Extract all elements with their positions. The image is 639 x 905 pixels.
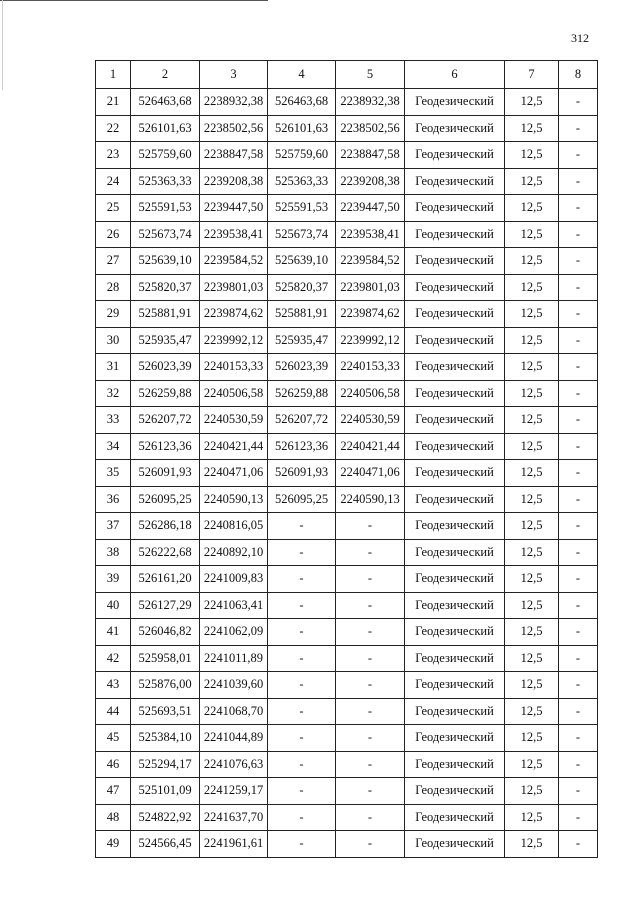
y-coord-alt-cell: - <box>336 619 405 646</box>
note-cell: - <box>559 327 598 354</box>
table-row <box>96 168 598 195</box>
x-coord-cell: 526046,82 <box>131 619 200 646</box>
accuracy-cell: 12,5 <box>505 804 559 831</box>
accuracy-cell: 12,5 <box>505 327 559 354</box>
point-number-cell: 27 <box>96 248 131 275</box>
x-coord-cell: 525693,51 <box>131 698 200 725</box>
note-cell: - <box>559 566 598 593</box>
method-cell: Геодезический <box>405 248 505 275</box>
y-coord-cell: 2241039,60 <box>200 672 268 699</box>
table-row <box>96 513 598 540</box>
y-coord-alt-cell: 2240530,59 <box>336 407 405 434</box>
point-number-cell: 38 <box>96 539 131 566</box>
table-row <box>96 672 598 699</box>
y-coord-cell: 2239801,03 <box>200 274 268 301</box>
y-coord-cell: 2241062,09 <box>200 619 268 646</box>
note-cell: - <box>559 698 598 725</box>
table-row <box>96 566 598 593</box>
point-number-cell: 41 <box>96 619 131 646</box>
x-coord-cell: 525876,00 <box>131 672 200 699</box>
y-coord-alt-cell: - <box>336 804 405 831</box>
accuracy-cell: 12,5 <box>505 486 559 513</box>
accuracy-cell: 12,5 <box>505 142 559 169</box>
x-coord-cell: 526463,68 <box>131 89 200 116</box>
method-cell: Геодезический <box>405 566 505 593</box>
accuracy-cell: 12,5 <box>505 672 559 699</box>
y-coord-alt-cell: - <box>336 831 405 858</box>
y-coord-alt-cell: 2239538,41 <box>336 221 405 248</box>
y-coord-alt-cell: 2239584,52 <box>336 248 405 275</box>
accuracy-cell: 12,5 <box>505 592 559 619</box>
table-row <box>96 221 598 248</box>
y-coord-alt-cell: - <box>336 725 405 752</box>
x-coord-alt-cell: 525673,74 <box>268 221 336 248</box>
x-coord-alt-cell: - <box>268 778 336 805</box>
x-coord-alt-cell: - <box>268 831 336 858</box>
note-cell: - <box>559 592 598 619</box>
method-cell: Геодезический <box>405 619 505 646</box>
x-coord-cell: 525639,10 <box>131 248 200 275</box>
y-coord-cell: 2240506,58 <box>200 380 268 407</box>
point-number-cell: 32 <box>96 380 131 407</box>
note-cell: - <box>559 513 598 540</box>
method-cell: Геодезический <box>405 221 505 248</box>
point-number-cell: 42 <box>96 645 131 672</box>
y-coord-cell: 2241063,41 <box>200 592 268 619</box>
top-rule <box>0 0 268 1</box>
x-coord-cell: 525881,91 <box>131 301 200 328</box>
x-coord-cell: 526207,72 <box>131 407 200 434</box>
note-cell: - <box>559 539 598 566</box>
method-cell: Геодезический <box>405 486 505 513</box>
note-cell: - <box>559 804 598 831</box>
note-cell: - <box>559 460 598 487</box>
method-cell: Геодезический <box>405 142 505 169</box>
point-number-cell: 30 <box>96 327 131 354</box>
note-cell: - <box>559 751 598 778</box>
method-cell: Геодезический <box>405 115 505 142</box>
x-coord-cell: 525958,01 <box>131 645 200 672</box>
x-coord-cell: 525101,09 <box>131 778 200 805</box>
method-cell: Геодезический <box>405 725 505 752</box>
y-coord-alt-cell: 2238847,58 <box>336 142 405 169</box>
x-coord-alt-cell: - <box>268 592 336 619</box>
point-number-cell: 35 <box>96 460 131 487</box>
table-row <box>96 460 598 487</box>
point-number-cell: 36 <box>96 486 131 513</box>
y-coord-cell: 2238502,56 <box>200 115 268 142</box>
point-number-cell: 31 <box>96 354 131 381</box>
y-coord-cell: 2239538,41 <box>200 221 268 248</box>
x-coord-alt-cell: 526101,63 <box>268 115 336 142</box>
x-coord-cell: 524822,92 <box>131 804 200 831</box>
y-coord-alt-cell: 2240421,44 <box>336 433 405 460</box>
method-cell: Геодезический <box>405 89 505 116</box>
accuracy-cell: 12,5 <box>505 778 559 805</box>
point-number-cell: 26 <box>96 221 131 248</box>
method-cell: Геодезический <box>405 433 505 460</box>
method-cell: Геодезический <box>405 804 505 831</box>
x-coord-alt-cell: 526207,72 <box>268 407 336 434</box>
y-coord-cell: 2241961,61 <box>200 831 268 858</box>
x-coord-cell: 526123,36 <box>131 433 200 460</box>
y-coord-alt-cell: - <box>336 645 405 672</box>
method-cell: Геодезический <box>405 274 505 301</box>
x-coord-alt-cell: - <box>268 672 336 699</box>
accuracy-cell: 12,5 <box>505 460 559 487</box>
x-coord-cell: 526259,88 <box>131 380 200 407</box>
x-coord-cell: 525759,60 <box>131 142 200 169</box>
x-coord-cell: 526161,20 <box>131 566 200 593</box>
method-cell: Геодезический <box>405 168 505 195</box>
table-row <box>96 327 598 354</box>
table-body <box>96 89 598 858</box>
point-number-cell: 43 <box>96 672 131 699</box>
y-coord-cell: 2238847,58 <box>200 142 268 169</box>
y-coord-cell: 2240471,06 <box>200 460 268 487</box>
y-coord-alt-cell: - <box>336 778 405 805</box>
accuracy-cell: 12,5 <box>505 407 559 434</box>
note-cell: - <box>559 168 598 195</box>
accuracy-cell: 12,5 <box>505 354 559 381</box>
accuracy-cell: 12,5 <box>505 274 559 301</box>
note-cell: - <box>559 619 598 646</box>
note-cell: - <box>559 831 598 858</box>
x-coord-cell: 525935,47 <box>131 327 200 354</box>
accuracy-cell: 12,5 <box>505 566 559 593</box>
note-cell: - <box>559 115 598 142</box>
x-coord-alt-cell: 525881,91 <box>268 301 336 328</box>
method-cell: Геодезический <box>405 751 505 778</box>
point-number-cell: 33 <box>96 407 131 434</box>
x-coord-alt-cell: - <box>268 566 336 593</box>
note-cell: - <box>559 195 598 222</box>
x-coord-cell: 526023,39 <box>131 354 200 381</box>
y-coord-cell: 2241044,89 <box>200 725 268 752</box>
y-coord-cell: 2239208,38 <box>200 168 268 195</box>
x-coord-alt-cell: - <box>268 645 336 672</box>
table-row <box>96 645 598 672</box>
header-cell: 6 <box>405 61 505 89</box>
table-row <box>96 115 598 142</box>
x-coord-cell: 525820,37 <box>131 274 200 301</box>
point-number-cell: 29 <box>96 301 131 328</box>
y-coord-alt-cell: 2240590,13 <box>336 486 405 513</box>
y-coord-alt-cell: - <box>336 751 405 778</box>
table-row <box>96 619 598 646</box>
note-cell: - <box>559 301 598 328</box>
y-coord-alt-cell: 2238932,38 <box>336 89 405 116</box>
accuracy-cell: 12,5 <box>505 301 559 328</box>
table-row <box>96 778 598 805</box>
y-coord-cell: 2240816,05 <box>200 513 268 540</box>
point-number-cell: 21 <box>96 89 131 116</box>
x-coord-cell: 525363,33 <box>131 168 200 195</box>
method-cell: Геодезический <box>405 592 505 619</box>
x-coord-alt-cell: - <box>268 751 336 778</box>
y-coord-cell: 2239584,52 <box>200 248 268 275</box>
method-cell: Геодезический <box>405 407 505 434</box>
y-coord-alt-cell: 2238502,56 <box>336 115 405 142</box>
x-coord-alt-cell: - <box>268 698 336 725</box>
header-cell: 3 <box>200 61 268 89</box>
point-number-cell: 45 <box>96 725 131 752</box>
accuracy-cell: 12,5 <box>505 645 559 672</box>
accuracy-cell: 12,5 <box>505 831 559 858</box>
page-number: 312 <box>571 31 589 45</box>
accuracy-cell: 12,5 <box>505 619 559 646</box>
table-row <box>96 407 598 434</box>
note-cell: - <box>559 725 598 752</box>
table-row <box>96 354 598 381</box>
accuracy-cell: 12,5 <box>505 221 559 248</box>
method-cell: Геодезический <box>405 195 505 222</box>
header-cell: 8 <box>559 61 598 89</box>
x-coord-alt-cell: - <box>268 619 336 646</box>
table-row <box>96 592 598 619</box>
method-cell: Геодезический <box>405 672 505 699</box>
y-coord-cell: 2240892,10 <box>200 539 268 566</box>
accuracy-cell: 12,5 <box>505 168 559 195</box>
x-coord-cell: 526127,29 <box>131 592 200 619</box>
y-coord-alt-cell: - <box>336 672 405 699</box>
note-cell: - <box>559 433 598 460</box>
table-row <box>96 831 598 858</box>
x-coord-cell: 526286,18 <box>131 513 200 540</box>
y-coord-alt-cell: 2239208,38 <box>336 168 405 195</box>
accuracy-cell: 12,5 <box>505 513 559 540</box>
note-cell: - <box>559 354 598 381</box>
method-cell: Геодезический <box>405 380 505 407</box>
point-number-cell: 48 <box>96 804 131 831</box>
table-row <box>96 433 598 460</box>
accuracy-cell: 12,5 <box>505 433 559 460</box>
table-row <box>96 142 598 169</box>
x-coord-alt-cell: 526023,39 <box>268 354 336 381</box>
y-coord-cell: 2241076,63 <box>200 751 268 778</box>
y-coord-alt-cell: 2239992,12 <box>336 327 405 354</box>
accuracy-cell: 12,5 <box>505 380 559 407</box>
method-cell: Геодезический <box>405 778 505 805</box>
x-coord-cell: 526095,25 <box>131 486 200 513</box>
x-coord-alt-cell: - <box>268 513 336 540</box>
header-cell: 1 <box>96 61 131 89</box>
x-coord-cell: 525591,53 <box>131 195 200 222</box>
note-cell: - <box>559 221 598 248</box>
x-coord-alt-cell: - <box>268 725 336 752</box>
x-coord-alt-cell: 526095,25 <box>268 486 336 513</box>
table-row <box>96 89 598 116</box>
point-number-cell: 37 <box>96 513 131 540</box>
method-cell: Геодезический <box>405 831 505 858</box>
y-coord-alt-cell: - <box>336 698 405 725</box>
accuracy-cell: 12,5 <box>505 725 559 752</box>
table-row <box>96 486 598 513</box>
note-cell: - <box>559 672 598 699</box>
point-number-cell: 40 <box>96 592 131 619</box>
table-row <box>96 804 598 831</box>
x-coord-cell: 525384,10 <box>131 725 200 752</box>
header-cell: 2 <box>131 61 200 89</box>
point-number-cell: 22 <box>96 115 131 142</box>
x-coord-alt-cell: 525591,53 <box>268 195 336 222</box>
y-coord-alt-cell: - <box>336 513 405 540</box>
table-row <box>96 195 598 222</box>
x-coord-cell: 526101,63 <box>131 115 200 142</box>
table-row <box>96 380 598 407</box>
x-coord-alt-cell: - <box>268 539 336 566</box>
method-cell: Геодезический <box>405 539 505 566</box>
point-number-cell: 23 <box>96 142 131 169</box>
scan-edge <box>2 0 3 90</box>
y-coord-cell: 2239874,62 <box>200 301 268 328</box>
y-coord-alt-cell: 2240506,58 <box>336 380 405 407</box>
header-cell: 7 <box>505 61 559 89</box>
x-coord-alt-cell: 526259,88 <box>268 380 336 407</box>
y-coord-alt-cell: - <box>336 592 405 619</box>
note-cell: - <box>559 778 598 805</box>
accuracy-cell: 12,5 <box>505 115 559 142</box>
x-coord-alt-cell: 526091,93 <box>268 460 336 487</box>
x-coord-cell: 525673,74 <box>131 221 200 248</box>
x-coord-alt-cell: 525935,47 <box>268 327 336 354</box>
y-coord-cell: 2241259,17 <box>200 778 268 805</box>
y-coord-cell: 2241068,70 <box>200 698 268 725</box>
note-cell: - <box>559 407 598 434</box>
table-header-row <box>96 61 598 89</box>
accuracy-cell: 12,5 <box>505 248 559 275</box>
x-coord-alt-cell: 525639,10 <box>268 248 336 275</box>
x-coord-alt-cell: 526463,68 <box>268 89 336 116</box>
table-row <box>96 301 598 328</box>
x-coord-cell: 525294,17 <box>131 751 200 778</box>
y-coord-cell: 2238932,38 <box>200 89 268 116</box>
point-number-cell: 34 <box>96 433 131 460</box>
note-cell: - <box>559 248 598 275</box>
note-cell: - <box>559 645 598 672</box>
y-coord-cell: 2241011,89 <box>200 645 268 672</box>
y-coord-cell: 2240153,33 <box>200 354 268 381</box>
table-row <box>96 274 598 301</box>
method-cell: Геодезический <box>405 327 505 354</box>
note-cell: - <box>559 380 598 407</box>
point-number-cell: 44 <box>96 698 131 725</box>
header-cell: 5 <box>336 61 405 89</box>
note-cell: - <box>559 89 598 116</box>
accuracy-cell: 12,5 <box>505 539 559 566</box>
y-coord-cell: 2240530,59 <box>200 407 268 434</box>
point-number-cell: 24 <box>96 168 131 195</box>
x-coord-cell: 526091,93 <box>131 460 200 487</box>
method-cell: Геодезический <box>405 301 505 328</box>
method-cell: Геодезический <box>405 460 505 487</box>
x-coord-alt-cell: - <box>268 804 336 831</box>
point-number-cell: 47 <box>96 778 131 805</box>
y-coord-cell: 2239992,12 <box>200 327 268 354</box>
point-number-cell: 39 <box>96 566 131 593</box>
x-coord-alt-cell: 525363,33 <box>268 168 336 195</box>
y-coord-alt-cell: - <box>336 539 405 566</box>
method-cell: Геодезический <box>405 354 505 381</box>
y-coord-cell: 2241637,70 <box>200 804 268 831</box>
note-cell: - <box>559 274 598 301</box>
y-coord-alt-cell: 2240471,06 <box>336 460 405 487</box>
table-row <box>96 725 598 752</box>
point-number-cell: 49 <box>96 831 131 858</box>
y-coord-alt-cell: 2239801,03 <box>336 274 405 301</box>
coordinates-table <box>95 60 598 858</box>
y-coord-alt-cell: - <box>336 566 405 593</box>
header-cell: 4 <box>268 61 336 89</box>
y-coord-cell: 2241009,83 <box>200 566 268 593</box>
table-row <box>96 698 598 725</box>
point-number-cell: 28 <box>96 274 131 301</box>
y-coord-cell: 2240590,13 <box>200 486 268 513</box>
accuracy-cell: 12,5 <box>505 89 559 116</box>
y-coord-alt-cell: 2239447,50 <box>336 195 405 222</box>
accuracy-cell: 12,5 <box>505 751 559 778</box>
x-coord-alt-cell: 526123,36 <box>268 433 336 460</box>
x-coord-alt-cell: 525759,60 <box>268 142 336 169</box>
method-cell: Геодезический <box>405 513 505 540</box>
point-number-cell: 25 <box>96 195 131 222</box>
y-coord-alt-cell: 2240153,33 <box>336 354 405 381</box>
x-coord-cell: 524566,45 <box>131 831 200 858</box>
accuracy-cell: 12,5 <box>505 195 559 222</box>
x-coord-alt-cell: 525820,37 <box>268 274 336 301</box>
note-cell: - <box>559 486 598 513</box>
table-row <box>96 539 598 566</box>
point-number-cell: 46 <box>96 751 131 778</box>
x-coord-cell: 526222,68 <box>131 539 200 566</box>
method-cell: Геодезический <box>405 698 505 725</box>
y-coord-cell: 2240421,44 <box>200 433 268 460</box>
y-coord-cell: 2239447,50 <box>200 195 268 222</box>
accuracy-cell: 12,5 <box>505 698 559 725</box>
y-coord-alt-cell: 2239874,62 <box>336 301 405 328</box>
note-cell: - <box>559 142 598 169</box>
table-row <box>96 751 598 778</box>
method-cell: Геодезический <box>405 645 505 672</box>
table-row <box>96 248 598 275</box>
